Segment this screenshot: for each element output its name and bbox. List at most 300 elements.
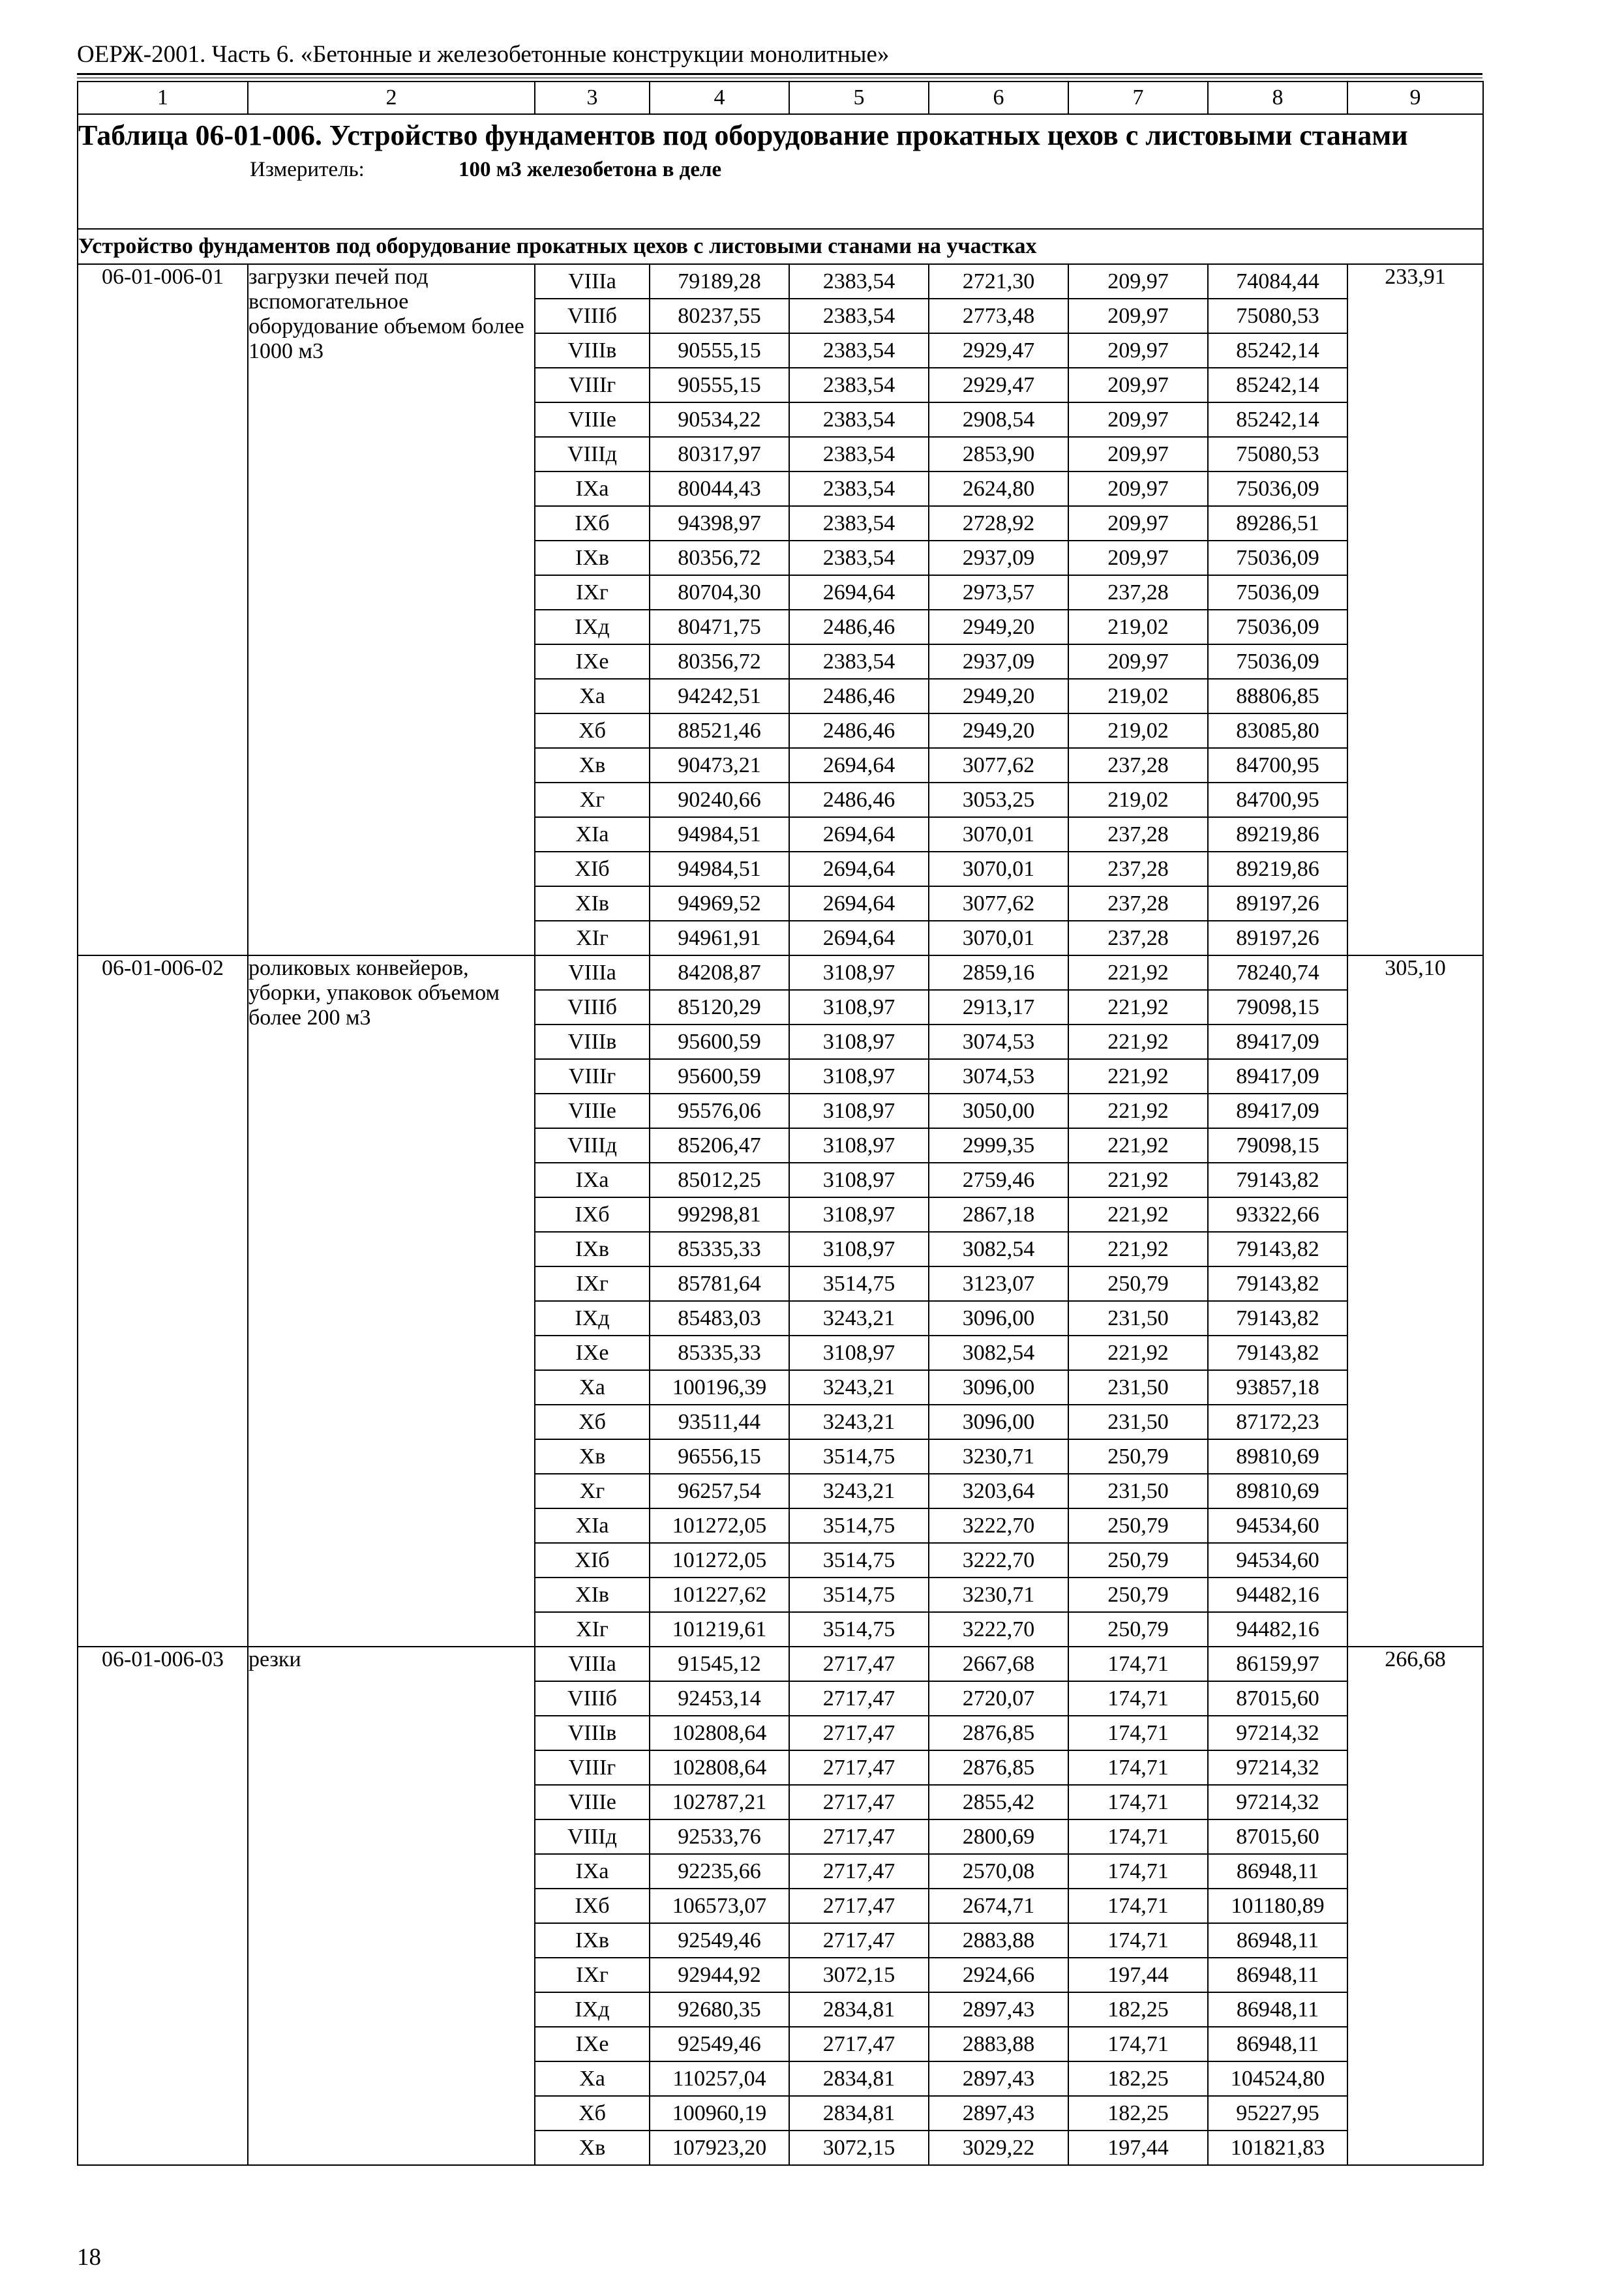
value-cell: 74084,44 [1208, 264, 1347, 299]
value-cell: 3108,97 [789, 955, 929, 990]
value-cell: 2999,35 [929, 1128, 1068, 1163]
value-cell: 231,50 [1068, 1370, 1208, 1405]
value-cell: 2717,47 [789, 1854, 929, 1889]
value-cell: 93511,44 [650, 1405, 789, 1439]
value-cell: 219,02 [1068, 713, 1208, 748]
value-cell: 89417,09 [1208, 1094, 1347, 1128]
value-cell: 85206,47 [650, 1128, 789, 1163]
zone-cell: VIIIа [535, 955, 650, 990]
value-cell: 174,71 [1068, 1854, 1208, 1889]
value-cell: 79143,82 [1208, 1266, 1347, 1301]
value-cell: 3074,53 [929, 1025, 1068, 1059]
value-cell: 3108,97 [789, 990, 929, 1025]
zone-cell: Xа [535, 1370, 650, 1405]
value-cell: 94242,51 [650, 679, 789, 713]
labor-value: 305,10 [1347, 955, 1483, 1647]
value-cell: 80471,75 [650, 610, 789, 644]
value-cell: 2694,64 [789, 852, 929, 886]
value-cell: 2876,85 [929, 1716, 1068, 1750]
value-cell: 182,25 [1068, 2061, 1208, 2096]
value-cell: 80704,30 [650, 575, 789, 610]
zone-cell: XIа [535, 817, 650, 852]
value-cell: 3029,22 [929, 2131, 1068, 2165]
value-cell: 99298,81 [650, 1197, 789, 1232]
zone-cell: XIб [535, 1543, 650, 1578]
value-cell: 2949,20 [929, 610, 1068, 644]
value-cell: 75036,09 [1208, 610, 1347, 644]
value-cell: 2883,88 [929, 2027, 1068, 2061]
value-cell: 89197,26 [1208, 921, 1347, 955]
value-cell: 79143,82 [1208, 1336, 1347, 1370]
zone-cell: Xа [535, 679, 650, 713]
value-cell: 3222,70 [929, 1508, 1068, 1543]
zone-cell: Xб [535, 713, 650, 748]
value-cell: 3243,21 [789, 1370, 929, 1405]
zone-cell: IXв [535, 1232, 650, 1266]
value-cell: 3072,15 [789, 1958, 929, 1992]
value-cell: 2383,54 [789, 402, 929, 437]
value-cell: 3096,00 [929, 1301, 1068, 1336]
zone-cell: Xг [535, 783, 650, 817]
value-cell: 3243,21 [789, 1474, 929, 1508]
value-cell: 84700,95 [1208, 748, 1347, 783]
value-cell: 3070,01 [929, 852, 1068, 886]
zone-cell: IXг [535, 1958, 650, 1992]
value-cell: 97214,32 [1208, 1716, 1347, 1750]
unit-value: 100 м3 железобетона в деле [459, 158, 722, 181]
value-cell: 2717,47 [789, 1647, 929, 1681]
value-cell: 2383,54 [789, 299, 929, 333]
column-number: 6 [929, 82, 1068, 114]
value-cell: 2929,47 [929, 368, 1068, 402]
value-cell: 83085,80 [1208, 713, 1347, 748]
value-cell: 94398,97 [650, 506, 789, 541]
zone-cell: VIIIд [535, 1128, 650, 1163]
value-cell: 95600,59 [650, 1059, 789, 1094]
value-cell: 231,50 [1068, 1301, 1208, 1336]
value-cell: 3050,00 [929, 1094, 1068, 1128]
value-cell: 2897,43 [929, 1992, 1068, 2027]
value-cell: 107923,20 [650, 2131, 789, 2165]
value-cell: 250,79 [1068, 1612, 1208, 1647]
value-cell: 2486,46 [789, 610, 929, 644]
value-cell: 80317,97 [650, 437, 789, 471]
value-cell: 221,92 [1068, 1197, 1208, 1232]
value-cell: 2834,81 [789, 2061, 929, 2096]
value-cell: 3514,75 [789, 1612, 929, 1647]
value-cell: 2694,64 [789, 921, 929, 955]
column-number-row [78, 82, 1483, 114]
value-cell: 231,50 [1068, 1474, 1208, 1508]
value-cell: 96556,15 [650, 1439, 789, 1474]
value-cell: 2717,47 [789, 1750, 929, 1785]
value-cell: 85335,33 [650, 1232, 789, 1266]
zone-cell: XIг [535, 921, 650, 955]
running-header: ОЕРЖ-2001. Часть 6. «Бетонные и железобетонные конструкции монолитные» [77, 41, 890, 68]
value-cell: 89197,26 [1208, 886, 1347, 921]
value-cell: 209,97 [1068, 437, 1208, 471]
value-cell: 87015,60 [1208, 1681, 1347, 1716]
value-cell: 96257,54 [650, 1474, 789, 1508]
value-cell: 237,28 [1068, 886, 1208, 921]
value-cell: 3514,75 [789, 1543, 929, 1578]
value-cell: 79143,82 [1208, 1301, 1347, 1336]
value-cell: 221,92 [1068, 955, 1208, 990]
value-cell: 2720,07 [929, 1681, 1068, 1716]
value-cell: 93322,66 [1208, 1197, 1347, 1232]
value-cell: 3514,75 [789, 1578, 929, 1612]
value-cell: 85242,14 [1208, 368, 1347, 402]
rate-description: резки [248, 1647, 535, 2165]
table-row [78, 1647, 1483, 1681]
value-cell: 237,28 [1068, 852, 1208, 886]
zone-cell: VIIIв [535, 1716, 650, 1750]
zone-cell: VIIIд [535, 1819, 650, 1854]
value-cell: 174,71 [1068, 1647, 1208, 1681]
value-cell: 101272,05 [650, 1543, 789, 1578]
price-table [77, 81, 1484, 2166]
value-cell: 3514,75 [789, 1439, 929, 1474]
zone-cell: VIIIв [535, 333, 650, 368]
zone-cell: IXд [535, 610, 650, 644]
value-cell: 101219,61 [650, 1612, 789, 1647]
value-cell: 209,97 [1068, 368, 1208, 402]
value-cell: 3108,97 [789, 1197, 929, 1232]
value-cell: 174,71 [1068, 1819, 1208, 1854]
value-cell: 85242,14 [1208, 333, 1347, 368]
value-cell: 2855,42 [929, 1785, 1068, 1819]
value-cell: 3203,64 [929, 1474, 1068, 1508]
value-cell: 2570,08 [929, 1854, 1068, 1889]
value-cell: 94482,16 [1208, 1612, 1347, 1647]
value-cell: 250,79 [1068, 1266, 1208, 1301]
zone-cell: VIIIб [535, 990, 650, 1025]
value-cell: 2486,46 [789, 679, 929, 713]
zone-cell: Xб [535, 1405, 650, 1439]
value-cell: 89286,51 [1208, 506, 1347, 541]
zone-cell: Xа [535, 2061, 650, 2096]
value-cell: 2973,57 [929, 575, 1068, 610]
value-cell: 110257,04 [650, 2061, 789, 2096]
section-heading: Устройство фундаментов под оборудование прокатных цехов с листовыми станами на участках [78, 229, 1483, 264]
title-cell [78, 114, 1483, 229]
value-cell: 80356,72 [650, 541, 789, 575]
value-cell: 2667,68 [929, 1647, 1068, 1681]
value-cell: 197,44 [1068, 2131, 1208, 2165]
value-cell: 86948,11 [1208, 2027, 1347, 2061]
value-cell: 2759,46 [929, 1163, 1068, 1197]
value-cell: 102787,21 [650, 1785, 789, 1819]
value-cell: 2721,30 [929, 264, 1068, 299]
zone-cell: VIIIа [535, 1647, 650, 1681]
value-cell: 79098,15 [1208, 990, 1347, 1025]
value-cell: 3108,97 [789, 1059, 929, 1094]
value-cell: 2383,54 [789, 644, 929, 679]
zone-cell: IXб [535, 506, 650, 541]
value-cell: 219,02 [1068, 679, 1208, 713]
value-cell: 2383,54 [789, 264, 929, 299]
zone-cell: IXа [535, 1163, 650, 1197]
zone-cell: Xв [535, 2131, 650, 2165]
rate-code: 06-01-006-03 [78, 1647, 248, 2165]
value-cell: 87172,23 [1208, 1405, 1347, 1439]
value-cell: 197,44 [1068, 1958, 1208, 1992]
value-cell: 85242,14 [1208, 402, 1347, 437]
value-cell: 2383,54 [789, 368, 929, 402]
value-cell: 86948,11 [1208, 1992, 1347, 2027]
zone-cell: VIIIе [535, 402, 650, 437]
value-cell: 89417,09 [1208, 1059, 1347, 1094]
zone-cell: IXв [535, 541, 650, 575]
value-cell: 86948,11 [1208, 1854, 1347, 1889]
value-cell: 100196,39 [650, 1370, 789, 1405]
value-cell: 80237,55 [650, 299, 789, 333]
value-cell: 3096,00 [929, 1405, 1068, 1439]
value-cell: 2694,64 [789, 575, 929, 610]
column-number: 3 [535, 82, 650, 114]
unit-label: Измеритель: [250, 158, 365, 181]
zone-cell: IXб [535, 1197, 650, 1232]
section-heading-row [78, 229, 1483, 264]
value-cell: 209,97 [1068, 402, 1208, 437]
value-cell: 2694,64 [789, 748, 929, 783]
value-cell: 101227,62 [650, 1578, 789, 1612]
value-cell: 89219,86 [1208, 852, 1347, 886]
value-cell: 86948,11 [1208, 1923, 1347, 1958]
value-cell: 209,97 [1068, 644, 1208, 679]
value-cell: 2834,81 [789, 1992, 929, 2027]
zone-cell: Xб [535, 2096, 650, 2131]
value-cell: 182,25 [1068, 2096, 1208, 2131]
zone-cell: Xг [535, 1474, 650, 1508]
value-cell: 3222,70 [929, 1612, 1068, 1647]
value-cell: 91545,12 [650, 1647, 789, 1681]
value-cell: 92680,35 [650, 1992, 789, 2027]
value-cell: 2694,64 [789, 886, 929, 921]
value-cell: 174,71 [1068, 1681, 1208, 1716]
value-cell: 2728,92 [929, 506, 1068, 541]
zone-cell: IXе [535, 644, 650, 679]
value-cell: 2383,54 [789, 506, 929, 541]
value-cell: 221,92 [1068, 1163, 1208, 1197]
value-cell: 92235,66 [650, 1854, 789, 1889]
value-cell: 3514,75 [789, 1266, 929, 1301]
value-cell: 84208,87 [650, 955, 789, 990]
value-cell: 3230,71 [929, 1439, 1068, 1474]
value-cell: 2834,81 [789, 2096, 929, 2131]
value-cell: 174,71 [1068, 1785, 1208, 1819]
value-cell: 3053,25 [929, 783, 1068, 817]
value-cell: 2383,54 [789, 541, 929, 575]
value-cell: 221,92 [1068, 1059, 1208, 1094]
value-cell: 2897,43 [929, 2096, 1068, 2131]
rate-description: загрузки печей под вспомогательное оборудование объемом более 1000 м3 [248, 264, 535, 955]
value-cell: 2717,47 [789, 1716, 929, 1750]
value-cell: 2717,47 [789, 1785, 929, 1819]
value-cell: 209,97 [1068, 333, 1208, 368]
page-number: 18 [77, 2244, 101, 2271]
value-cell: 84700,95 [1208, 783, 1347, 817]
value-cell: 221,92 [1068, 1025, 1208, 1059]
value-cell: 94961,91 [650, 921, 789, 955]
value-cell: 97214,32 [1208, 1785, 1347, 1819]
zone-cell: IXв [535, 1923, 650, 1958]
labor-value: 266,68 [1347, 1647, 1483, 2165]
value-cell: 79189,28 [650, 264, 789, 299]
value-cell: 174,71 [1068, 1750, 1208, 1785]
value-cell: 2694,64 [789, 817, 929, 852]
zone-cell: VIIIб [535, 1681, 650, 1716]
column-number: 7 [1068, 82, 1208, 114]
value-cell: 92533,76 [650, 1819, 789, 1854]
value-cell: 3108,97 [789, 1232, 929, 1266]
value-cell: 89219,86 [1208, 817, 1347, 852]
title-row [78, 114, 1483, 229]
value-cell: 2949,20 [929, 713, 1068, 748]
column-number: 8 [1208, 82, 1347, 114]
value-cell: 3230,71 [929, 1578, 1068, 1612]
rate-description: роликовых конвейеров, уборки, упаковок объемом более 200 м3 [248, 955, 535, 1647]
value-cell: 231,50 [1068, 1405, 1208, 1439]
zone-cell: VIIIд [535, 437, 650, 471]
value-cell: 80356,72 [650, 644, 789, 679]
value-cell: 2383,54 [789, 471, 929, 506]
value-cell: 94984,51 [650, 852, 789, 886]
value-cell: 85483,03 [650, 1301, 789, 1336]
value-cell: 2867,18 [929, 1197, 1068, 1232]
value-cell: 95227,95 [1208, 2096, 1347, 2131]
value-cell: 90555,15 [650, 368, 789, 402]
value-cell: 90555,15 [650, 333, 789, 368]
value-cell: 2383,54 [789, 333, 929, 368]
value-cell: 2883,88 [929, 1923, 1068, 1958]
value-cell: 221,92 [1068, 1336, 1208, 1370]
value-cell: 2773,48 [929, 299, 1068, 333]
value-cell: 79143,82 [1208, 1232, 1347, 1266]
value-cell: 94534,60 [1208, 1508, 1347, 1543]
value-cell: 2717,47 [789, 1889, 929, 1923]
value-cell: 219,02 [1068, 783, 1208, 817]
value-cell: 101821,83 [1208, 2131, 1347, 2165]
value-cell: 106573,07 [650, 1889, 789, 1923]
value-cell: 92549,46 [650, 1923, 789, 1958]
value-cell: 221,92 [1068, 1232, 1208, 1266]
value-cell: 2853,90 [929, 437, 1068, 471]
value-cell: 75036,09 [1208, 575, 1347, 610]
value-cell: 85012,25 [650, 1163, 789, 1197]
value-cell: 2924,66 [929, 1958, 1068, 1992]
value-cell: 174,71 [1068, 1923, 1208, 1958]
value-cell: 100960,19 [650, 2096, 789, 2131]
value-cell: 3108,97 [789, 1128, 929, 1163]
value-cell: 94984,51 [650, 817, 789, 852]
zone-cell: IXа [535, 1854, 650, 1889]
value-cell: 3070,01 [929, 921, 1068, 955]
value-cell: 92453,14 [650, 1681, 789, 1716]
zone-cell: VIIIг [535, 1059, 650, 1094]
value-cell: 2937,09 [929, 644, 1068, 679]
value-cell: 85335,33 [650, 1336, 789, 1370]
value-cell: 94969,52 [650, 886, 789, 921]
value-cell: 3108,97 [789, 1336, 929, 1370]
zone-cell: VIIIе [535, 1094, 650, 1128]
value-cell: 3108,97 [789, 1025, 929, 1059]
value-cell: 3096,00 [929, 1370, 1068, 1405]
value-cell: 90473,21 [650, 748, 789, 783]
value-cell: 209,97 [1068, 471, 1208, 506]
value-cell: 2486,46 [789, 783, 929, 817]
value-cell: 3082,54 [929, 1336, 1068, 1370]
value-cell: 237,28 [1068, 921, 1208, 955]
value-cell: 88521,46 [650, 713, 789, 748]
column-number: 5 [789, 82, 929, 114]
value-cell: 3082,54 [929, 1232, 1068, 1266]
value-cell: 250,79 [1068, 1578, 1208, 1612]
value-cell: 3108,97 [789, 1163, 929, 1197]
value-cell: 2624,80 [929, 471, 1068, 506]
value-cell: 2674,71 [929, 1889, 1068, 1923]
value-cell: 101272,05 [650, 1508, 789, 1543]
zone-cell: XIб [535, 852, 650, 886]
zone-cell: VIIIе [535, 1785, 650, 1819]
value-cell: 89810,69 [1208, 1439, 1347, 1474]
value-cell: 94534,60 [1208, 1543, 1347, 1578]
value-cell: 2717,47 [789, 1681, 929, 1716]
value-cell: 95576,06 [650, 1094, 789, 1128]
value-cell: 237,28 [1068, 575, 1208, 610]
zone-cell: XIв [535, 1578, 650, 1612]
zone-cell: VIIIа [535, 264, 650, 299]
value-cell: 102808,64 [650, 1750, 789, 1785]
value-cell: 250,79 [1068, 1439, 1208, 1474]
value-cell: 104524,80 [1208, 2061, 1347, 2096]
value-cell: 2949,20 [929, 679, 1068, 713]
value-cell: 78240,74 [1208, 955, 1347, 990]
zone-cell: VIIIг [535, 368, 650, 402]
value-cell: 3514,75 [789, 1508, 929, 1543]
value-cell: 3077,62 [929, 748, 1068, 783]
zone-cell: IXб [535, 1889, 650, 1923]
value-cell: 3243,21 [789, 1301, 929, 1336]
value-cell: 2937,09 [929, 541, 1068, 575]
value-cell: 3074,53 [929, 1059, 1068, 1094]
value-cell: 94482,16 [1208, 1578, 1347, 1612]
value-cell: 209,97 [1068, 506, 1208, 541]
value-cell: 88806,85 [1208, 679, 1347, 713]
value-cell: 182,25 [1068, 1992, 1208, 2027]
value-cell: 90534,22 [650, 402, 789, 437]
value-cell: 174,71 [1068, 1889, 1208, 1923]
value-cell: 174,71 [1068, 1716, 1208, 1750]
value-cell: 3077,62 [929, 886, 1068, 921]
column-number: 2 [248, 82, 535, 114]
zone-cell: IXе [535, 2027, 650, 2061]
value-cell: 89417,09 [1208, 1025, 1347, 1059]
value-cell: 3123,07 [929, 1266, 1068, 1301]
zone-cell: XIг [535, 1612, 650, 1647]
value-cell: 3070,01 [929, 817, 1068, 852]
labor-value: 233,91 [1347, 264, 1483, 955]
value-cell: 221,92 [1068, 1094, 1208, 1128]
value-cell: 3108,97 [789, 1094, 929, 1128]
value-cell: 102808,64 [650, 1716, 789, 1750]
value-cell: 174,71 [1068, 2027, 1208, 2061]
value-cell: 2913,17 [929, 990, 1068, 1025]
zone-cell: IXг [535, 575, 650, 610]
table-row [78, 955, 1483, 990]
value-cell: 79143,82 [1208, 1163, 1347, 1197]
zone-cell: XIв [535, 886, 650, 921]
